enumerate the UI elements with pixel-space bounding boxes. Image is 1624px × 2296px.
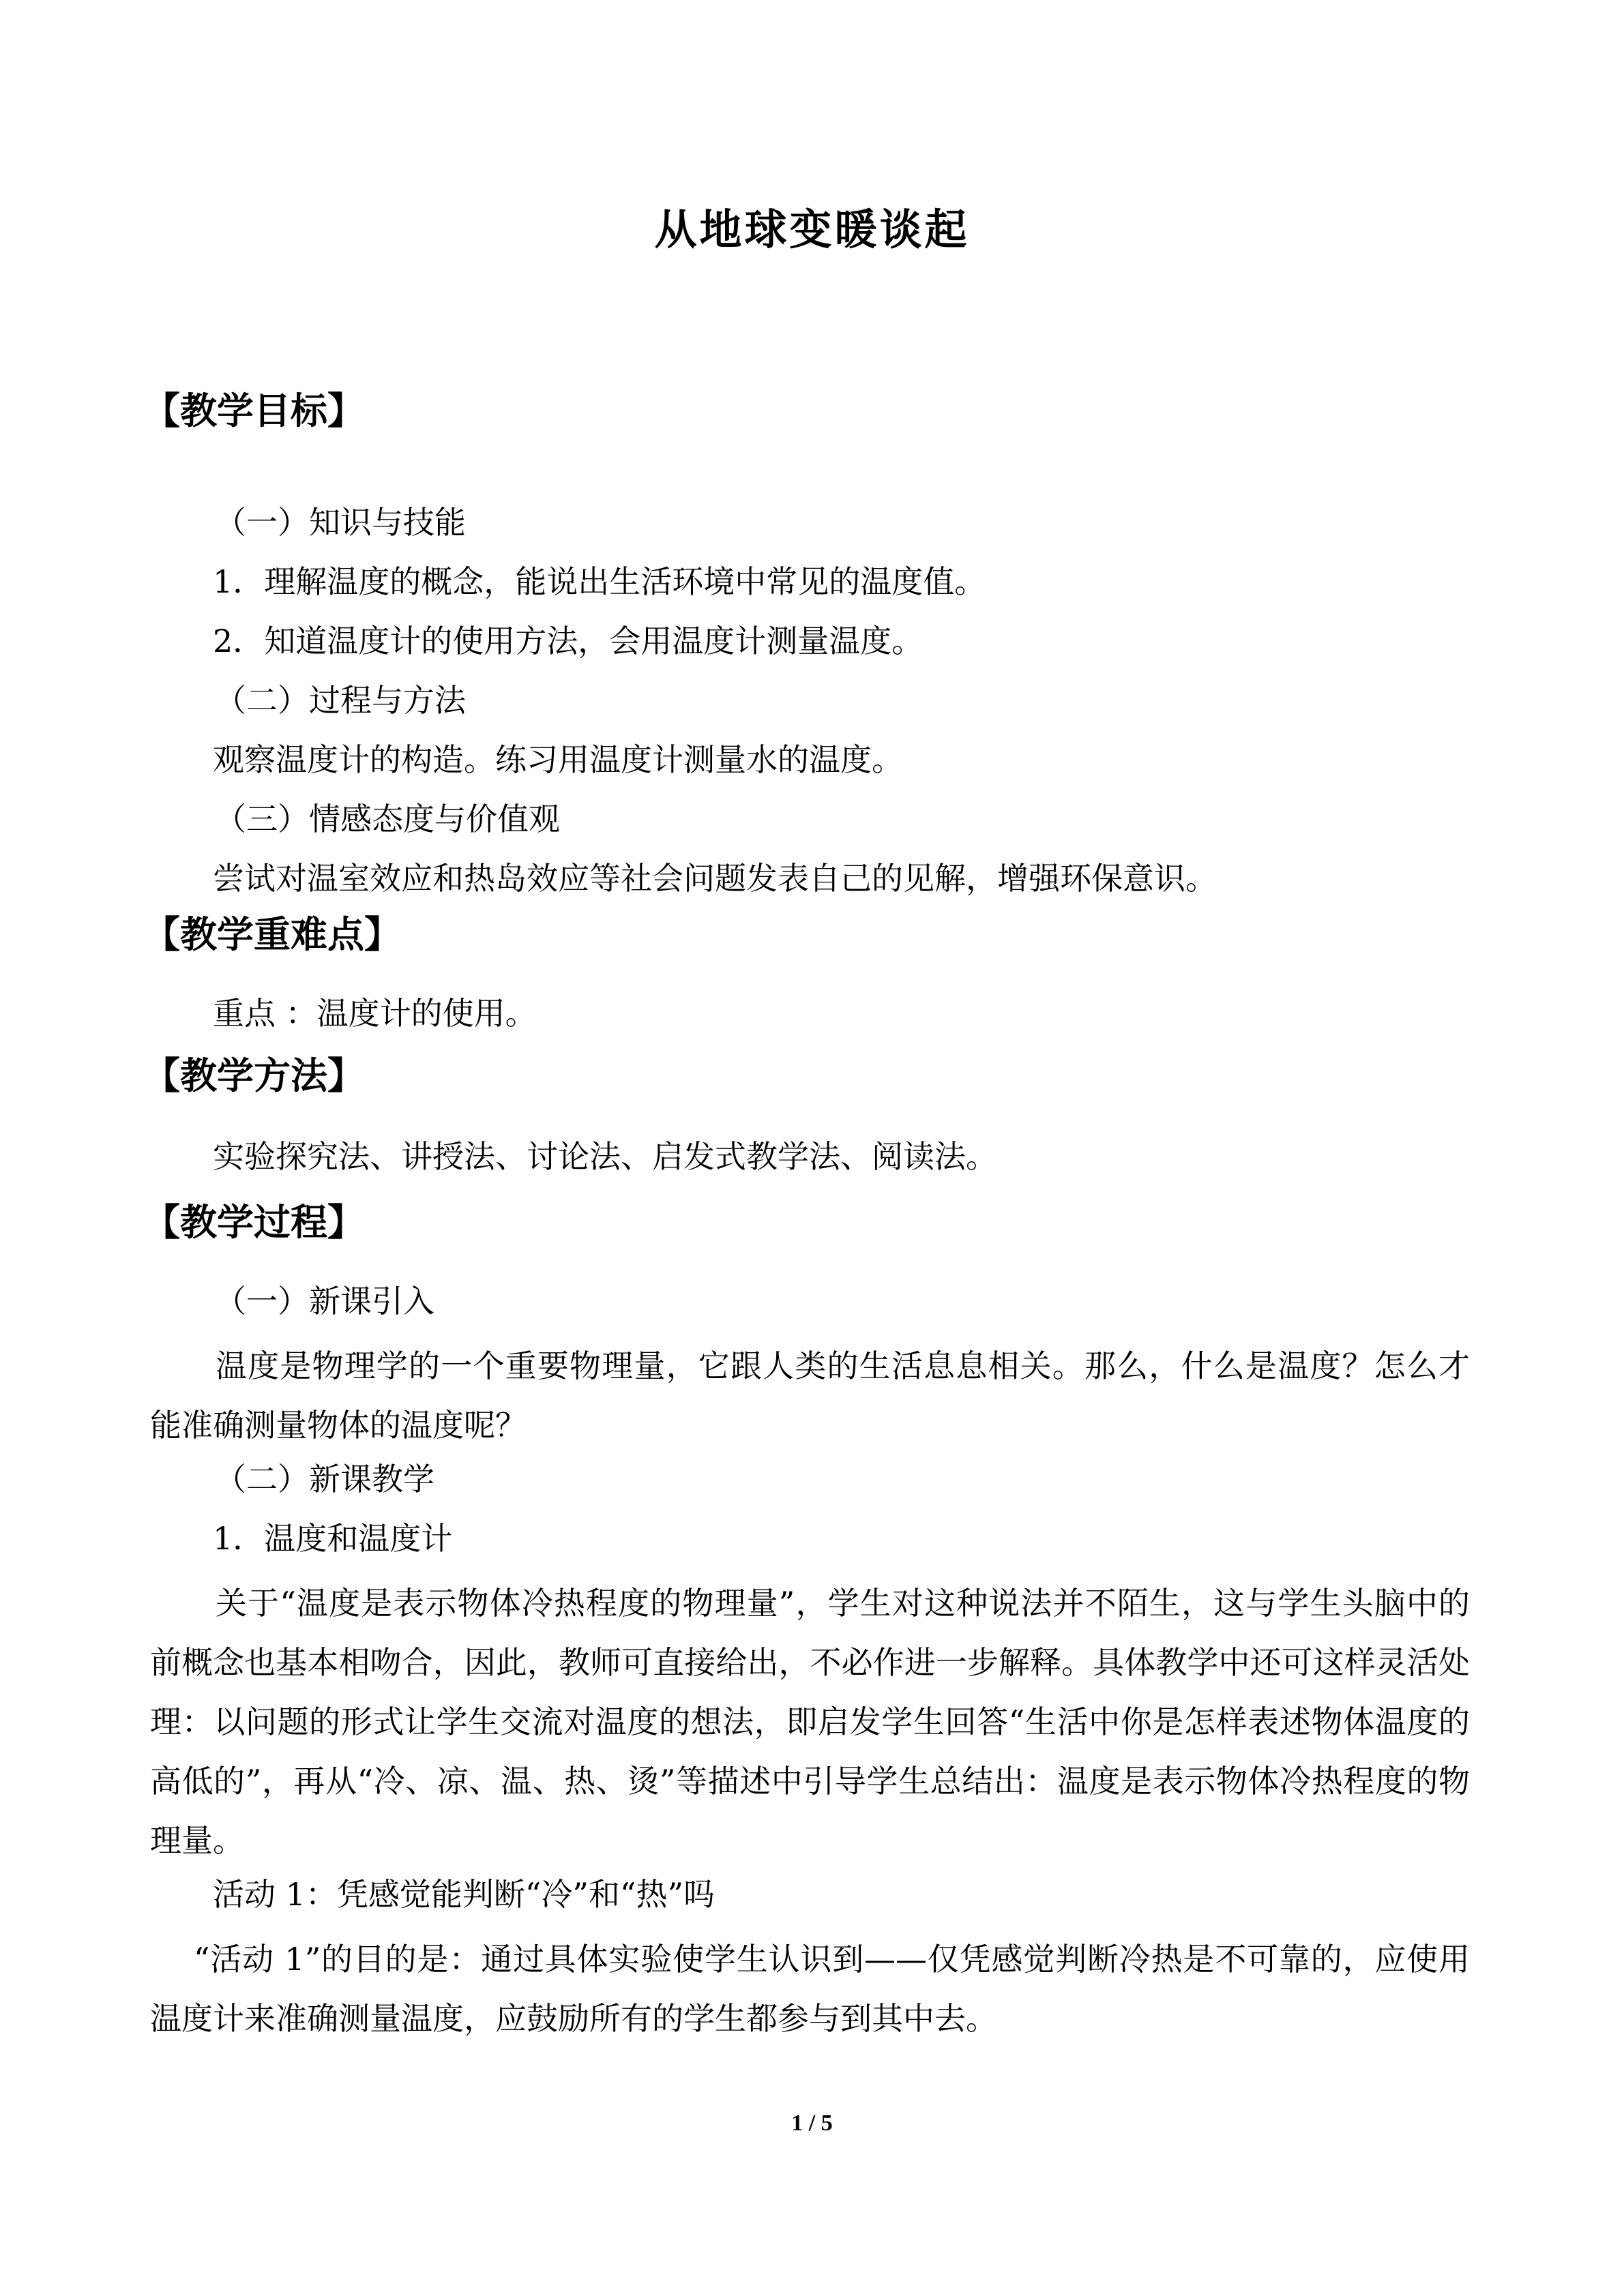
goals-subheading-knowledge: （一）知识与技能	[215, 504, 466, 541]
goals-item-2: 2．知道温度计的使用方法，会用温度计测量温度。	[213, 623, 924, 659]
goals-subheading-process: （二）过程与方法	[215, 682, 466, 719]
process-paragraph-temperature: 关于“温度是表示物体冷热程度的物理量”，学生对这种说法并不陌生，这与学生头脑中的前概念也基本相吻合，因此，教师可直接给出，不必作进一步解释。具体教学中还可这样灵活处理：以问题的形式让学生交流对温度的想法，即启发学生回答“生活中你是怎样表述物体温度的高低的”，再从“冷、凉、温、热、烫”等描述中引导学生总结出：温度是表示物体冷热程度的物理量。	[150, 1585, 1470, 1859]
process-activity-title: 活动 1：凭感觉能判断“冷”和“热”吗	[213, 1876, 715, 1913]
process-item-temperature: 1．温度和温度计	[213, 1520, 453, 1557]
process-subheading-teaching: （二）新课教学	[215, 1461, 434, 1497]
goals-text-attitude: 尝试对温室效应和热岛效应等社会问题发表自己的见解，增强环保意识。	[213, 860, 1217, 897]
section-heading-process: 【教学过程】	[143, 1200, 364, 1244]
process-paragraph-intro: 温度是物理学的一个重要物理量，它跟人类的生活息息相关。那么，什么是温度？怎么才能准确测量物体的温度呢？	[150, 1347, 1470, 1444]
page-number: 1 / 5	[791, 2111, 833, 2136]
section-heading-key-points: 【教学重难点】	[143, 912, 401, 956]
document-title: 从地球变暖谈起	[654, 205, 970, 254]
section-heading-goals: 【教学目标】	[143, 389, 364, 432]
process-subheading-intro: （一）新课引入	[215, 1283, 434, 1320]
process-paragraph-activity: “活动 1”的目的是：通过具体实验使学生认识到——仅凭感觉判断冷热是不可靠的，应使用温度计来准确测量温度，应鼓励所有的学生都参与到其中去。	[150, 1941, 1470, 2037]
goals-item-1: 1．理解温度的概念，能说出生活环境中常见的温度值。	[213, 563, 986, 600]
section-heading-methods: 【教学方法】	[143, 1054, 364, 1097]
goals-subheading-attitude: （三）情感态度与价值观	[215, 801, 560, 837]
methods-text: 实验探究法、讲授法、讨论法、启发式教学法、阅读法。	[213, 1138, 997, 1175]
goals-text-process: 观察温度计的构造。练习用温度计测量水的温度。	[213, 741, 903, 778]
key-points-text: 重点 ：温度计的使用。	[213, 995, 537, 1032]
